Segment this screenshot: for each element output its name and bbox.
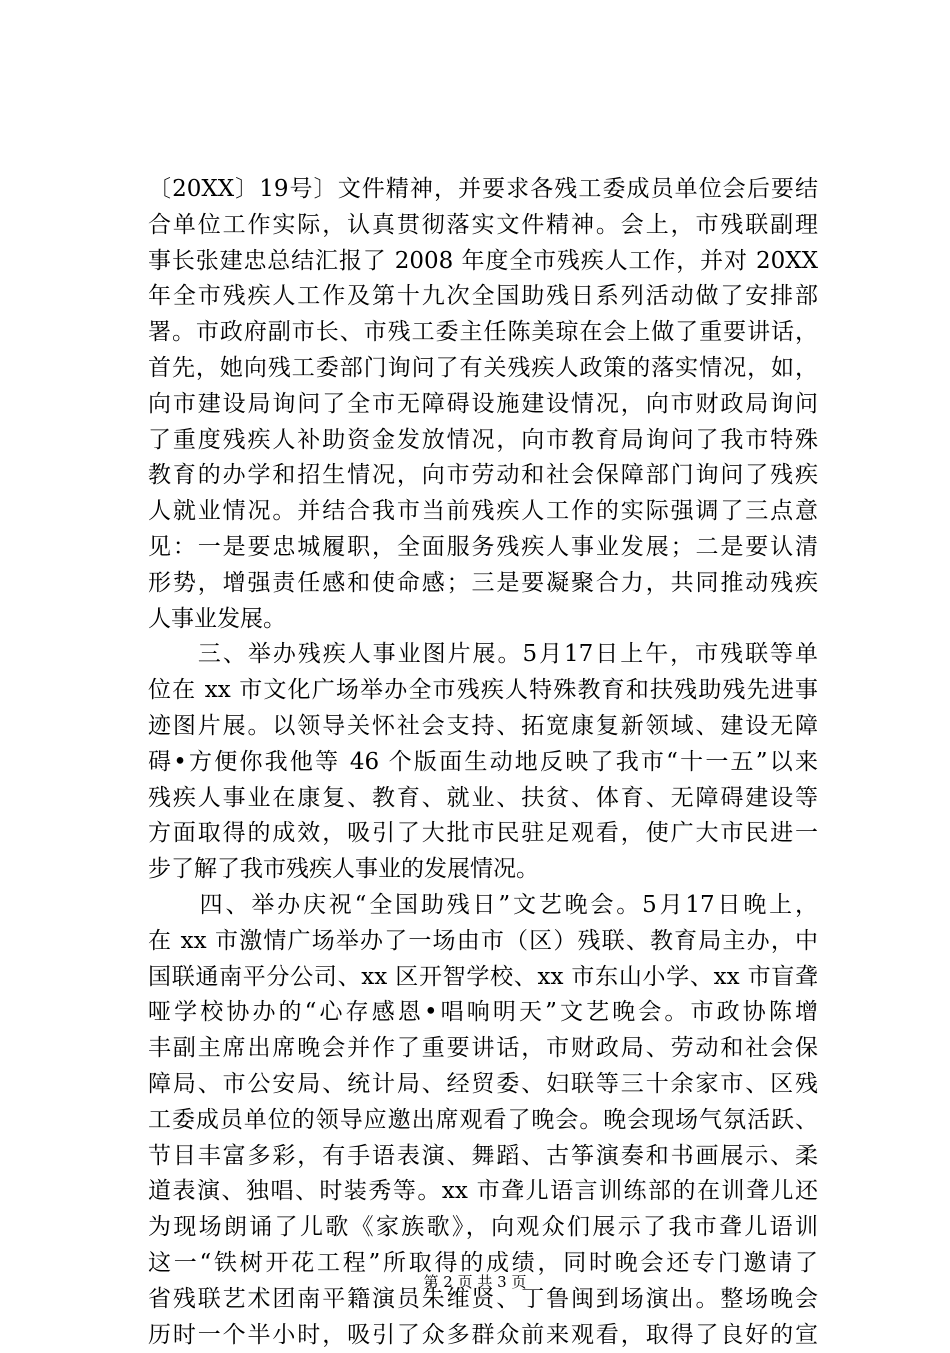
text-line: 年全市残疾人工作及第十九次全国助残日系列活动做了安排部: [148, 279, 818, 315]
page-footer: 第 2 页 共 3 页: [0, 1272, 950, 1292]
text-line: 方面取得的成效，吸引了大批市民驻足观看，使广大市民进一: [148, 816, 818, 852]
text-line: 障局、市公安局、统计局、经贸委、妇联等三十余家市、区残: [148, 1067, 818, 1103]
text-line: 步了解了我市残疾人事业的发展情况。: [148, 852, 818, 888]
text-line: 残疾人事业在康复、教育、就业、扶贫、体育、无障碍建设等: [148, 781, 818, 817]
text-line: 三、举办残疾人事业图片展。5月17日上午，市残联等单: [148, 637, 818, 673]
text-line: 人事业发展。: [148, 602, 818, 638]
text-line: 首先，她向残工委部门询问了有关残疾人政策的落实情况，如，: [148, 351, 818, 387]
text-line: 节目丰富多彩，有手语表演、舞蹈、古筝演奏和书画展示、柔: [148, 1139, 818, 1175]
text-line: 事长张建忠总结汇报了 2008 年度全市残疾人工作，并对 20XX: [148, 244, 818, 280]
text-line: 署。市政府副市长、市残工委主任陈美琼在会上做了重要讲话，: [148, 315, 818, 351]
text-line: 〔20XX〕19号〕文件精神，并要求各残工委成员单位会后要结: [148, 172, 818, 208]
text-line: 四、举办庆祝“全国助残日”文艺晚会。5月17日晚上，: [148, 888, 818, 924]
text-line: 位在 xx 市文化广场举办全市残疾人特殊教育和扶残助残先进事: [148, 673, 818, 709]
text-line: 了重度残疾人补助资金发放情况，向市教育局询问了我市特殊: [148, 423, 818, 459]
text-line: 教育的办学和招生情况，向市劳动和社会保障部门询问了残疾: [148, 458, 818, 494]
text-line: 国联通南平分公司、xx 区开智学校、xx 市东山小学、xx 市盲聋: [148, 960, 818, 996]
text-line: 迹图片展。以领导关怀社会支持、拓宽康复新领域、建设无障: [148, 709, 818, 745]
body-text: [148, 172, 818, 1353]
text-line: 形势，增强责任感和使命感；三是要凝聚合力，共同推动残疾: [148, 566, 818, 602]
text-line: 省残联艺术团南平籍演员朱维贤、丁鲁闽到场演出。整场晚会: [148, 1282, 818, 1318]
text-line: 见：一是要忠城履职，全面服务残疾人事业发展；二是要认清: [148, 530, 818, 566]
text-line: 在 xx 市激情广场举办了一场由市（区）残联、教育局主办，中: [148, 924, 818, 960]
text-line: 合单位工作实际，认真贯彻落实文件精神。会上，市残联副理: [148, 208, 818, 244]
text-line: 丰副主席出席晚会并作了重要讲话，市财政局、劳动和社会保: [148, 1031, 818, 1067]
text-line: 工委成员单位的领导应邀出席观看了晚会。晚会现场气氛活跃、: [148, 1103, 818, 1139]
text-line: 道表演、独唱、时装秀等。xx 市聋儿语言训练部的在训聋儿还: [148, 1174, 818, 1210]
text-line: 碍•方便你我他等 46 个版面生动地反映了我市“十一五”以来: [148, 745, 818, 781]
text-line: 哑学校协办的“心存感恩•唱响明天”文艺晚会。市政协陈增: [148, 995, 818, 1031]
text-line: 向市建设局询问了全市无障碍设施建设情况，向市财政局询问: [148, 387, 818, 423]
text-line: 为现场朗诵了儿歌《家族歌》，向观众们展示了我市聋儿语训: [148, 1210, 818, 1246]
text-line: 历时一个半小时，吸引了众多群众前来观看，取得了良好的宣: [148, 1318, 818, 1353]
text-line: 人就业情况。并结合我市当前残疾人工作的实际强调了三点意: [148, 494, 818, 530]
text-line: 这一“铁树开花工程”所取得的成绩，同时晚会还专门邀请了: [148, 1246, 818, 1282]
